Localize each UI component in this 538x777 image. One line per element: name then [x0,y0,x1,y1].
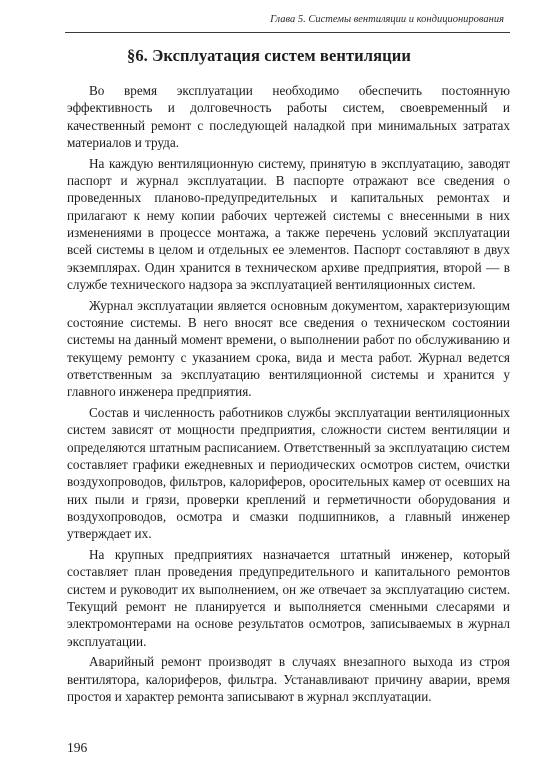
running-head: Глава 5. Системы вентиляции и кондиционирования [270,14,504,25]
header-rule [65,32,510,33]
paragraph-5: На крупных предприятиях назначается штатный инженер, который составляет план проведения предупредительного и капитального ремонтов систем и руководит их выполнением, он же отвечает за эксплуатацию систем. Текущий ремонт не планируется и выполняется сменными слесарями и электромонтерами на основе результатов осмотров, записываемых в журнал эксплуатации. [67,547,510,649]
paragraph-1: Во время эксплуатации необходимо обеспечить постоянную эффективность и долговечность работы систем, своевременный и качественный ремонт с последующей наладкой при минимальных затратах материалов и труда. [67,83,510,150]
paragraph-6: Аварийный ремонт производят в случаях внезапного выхода из строя вентилятора, калориферов, фильтра. Устанавливают причину аварии, время простоя и характер ремонта записывают в журнал эксплуатации. [67,654,510,705]
section-title: §6. Эксплуатация систем вентиляции [126,46,411,65]
paragraph-4: Состав и численность работников службы эксплуатации вентиляционных систем зависят от мощности предприятия, сложности систем вентиляции и определяются штатным расписанием. Ответственный за эксплуатацию систем составляет графики ежедневных и периодических осмотров систем, очистки воздухопроводов, фильтров, калориферов, оросительных камер от осевших на них пыли и грязи, проверки креплений и герметичности оборудования и воздухопроводов, осмотра и смазки подшипников, а главный инженер утверждает их. [67,405,510,542]
paragraph-2: На каждую вентиляционную систему, принятую в эксплуатацию, заводят паспорт и журнал эксплуатации. В паспорте отражают все сведения о проведенных планово-предупредительных и капитальных ремонтах и прилагают к нему копии рабочих чертежей системы с внесенными в них изменениями в процессе монтажа, а также перечень условий эксплуатации всей системы в целом и отдельных ее элементов. Паспорт составляют в двух экземплярах. Один хранится в техническом архиве предприятия, второй — в службе технического надзора за эксплуатацией вентиляционных систем. [67,155,510,292]
paragraph-3: Журнал эксплуатации является основным документом, характеризующим состояние системы. В него вносят все сведения о техническом состоянии системы на данный момент времени, о выполнении работ по обслуживанию и текущему ремонту с указанием срока, вида и места работ. Журнал ведется ответственным за эксплуатацию вентиляционной системы и хранится у главного инженера предприятия. [67,297,510,400]
body-text [67,82,510,709]
page-number: 196 [67,740,88,755]
